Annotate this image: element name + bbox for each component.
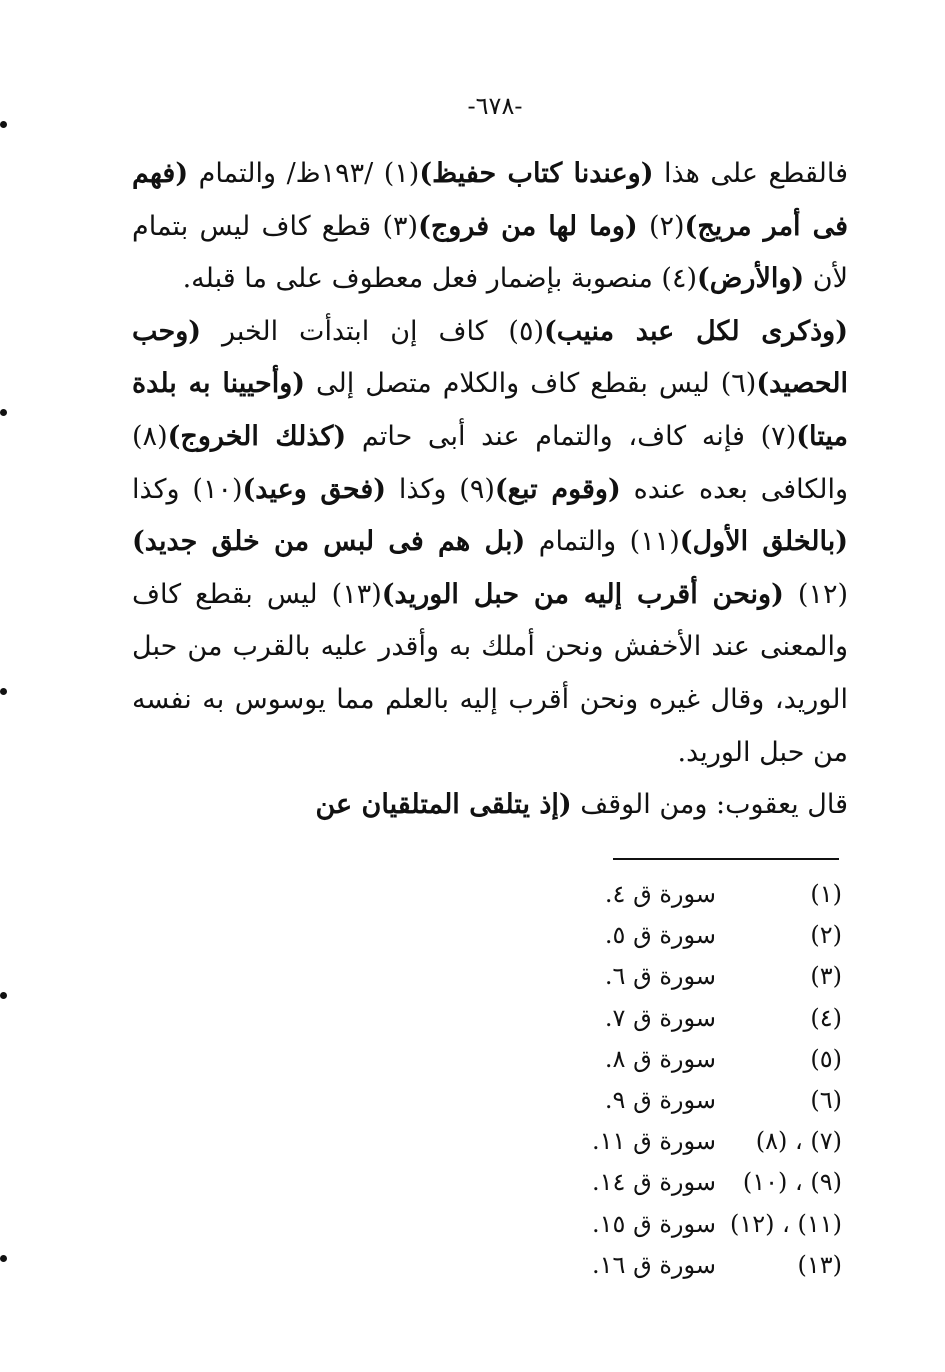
quran-quote: (وأحيينا به بلدة ميتا) [132, 368, 848, 452]
footnote [520, 956, 842, 997]
footnote-number: (٦) [810, 1085, 842, 1114]
scan-edge-mark [0, 992, 7, 999]
footnote-number: (١١) ، (١٢) [729, 1209, 842, 1238]
text-segment: (١٠) وكذا [132, 473, 243, 505]
quran-quote: (وما لها من فروج) [418, 210, 638, 242]
body-paragraph [132, 306, 848, 779]
text-segment: فالقطع على هذا [653, 158, 848, 189]
footnote-number: (٤) [810, 1003, 842, 1032]
text-segment: (١٣) ليس بقطع كاف والمعنى عند الأخفش ونحن أملك به وأقدر عليه بالقرب من حبل الوريد، وقال غيره ونحن أقرب إليه بالعلم مما يوسوس به نفسه من حبل الوريد. [132, 578, 848, 768]
scan-edge-mark [0, 688, 7, 695]
quran-quote: (ونحن أقرب إليه من حبل الوريد) [381, 578, 784, 610]
text-segment: (٤) منصوبة بإضمار فعل معطوف على ما قبله. [182, 263, 698, 295]
footnote-divider [613, 858, 839, 860]
footnote-reference: سورة ق ١٥. [592, 1209, 716, 1238]
footnote-number: (١٣) [797, 1250, 842, 1279]
footnote-reference: سورة ق ١٦. [592, 1250, 716, 1279]
quran-quote: (بالخلق الأول) [679, 526, 848, 558]
quran-quote: (فحق وعيد) [242, 473, 387, 505]
quran-quote: (وذكرى لكل عبد منيب) [544, 315, 848, 347]
footnote-reference: سورة ق ١١. [592, 1127, 716, 1156]
quran-quote: (وقوم تبع) [494, 473, 621, 505]
footnote-reference: سورة ق ٤. [604, 880, 716, 908]
footnote [520, 1245, 842, 1286]
text-segment: (١٢) [783, 578, 848, 610]
body-paragraph [132, 148, 848, 306]
quran-quote: (وعندنا كتاب حفيظ) [419, 158, 654, 189]
scan-edge-mark [0, 121, 7, 128]
quran-quote: (فهم فى أمر مريج) [132, 158, 849, 242]
text-segment: (٧) فإنه كاف، والتمام عند أبى حاتم [346, 420, 797, 452]
footnote-reference: سورة ق ٨. [604, 1044, 716, 1073]
footnote [520, 998, 842, 1039]
text-segment: (٣) قطع كاف ليس بتمام لأن [132, 210, 848, 295]
text-segment: (١١) والتمام [525, 526, 680, 558]
footnote-reference: سورة ق ٦. [604, 962, 716, 991]
text-segment: (٢) [637, 210, 685, 242]
text-segment: (١) /١٩٣ظ/ والتمام [188, 158, 420, 189]
footnote-number: (١) [810, 880, 842, 908]
footnote-reference: سورة ق ٥. [604, 921, 716, 950]
footnote-number: (٣) [810, 962, 842, 991]
footnote [520, 1162, 842, 1203]
footnotes [520, 874, 842, 1286]
text-segment: (٩) وكذا [386, 473, 495, 505]
footnote [520, 1121, 842, 1162]
quran-quote: (وحب الحصيد) [132, 315, 848, 400]
page-number: -٦٧٨- [467, 92, 523, 120]
body-text [132, 148, 848, 832]
quran-quote: (بل هم فى لبس من خلق جديد) [132, 526, 526, 558]
text-segment: (٥) كاف إن ابتدأت الخبر [201, 315, 545, 347]
footnote [520, 1204, 842, 1245]
footnote [520, 1080, 842, 1121]
footnote-reference: سورة ق ٧. [604, 1003, 716, 1032]
text-segment: (٦) ليس بقطع كاف والكلام متصل إلى [305, 368, 757, 400]
text-segment: (٨) والكافى بعده عنده [132, 420, 849, 505]
quran-quote: (والأرض) [697, 263, 805, 295]
scan-edge-mark [0, 1255, 7, 1262]
quran-quote: (إذ يتلقى المتلقيان عن [315, 789, 572, 821]
body-paragraph [132, 779, 848, 832]
footnote-number: (٢) [810, 921, 842, 950]
quran-quote: (كذلك الخروج) [167, 420, 347, 452]
footnote-number: (٩) ، (١٠) [742, 1168, 842, 1197]
footnote-reference: سورة ق ١٤. [592, 1168, 716, 1197]
scan-edge-mark [0, 409, 7, 416]
footnote [520, 874, 842, 915]
footnote-reference: سورة ق ٩. [604, 1085, 716, 1114]
text-segment: قال يعقوب: ومن الوقف [571, 789, 848, 821]
footnote-number: (٧) ، (٨) [755, 1127, 842, 1156]
footnote-number: (٥) [810, 1044, 842, 1073]
footnote [520, 1039, 842, 1080]
footnote [520, 915, 842, 956]
